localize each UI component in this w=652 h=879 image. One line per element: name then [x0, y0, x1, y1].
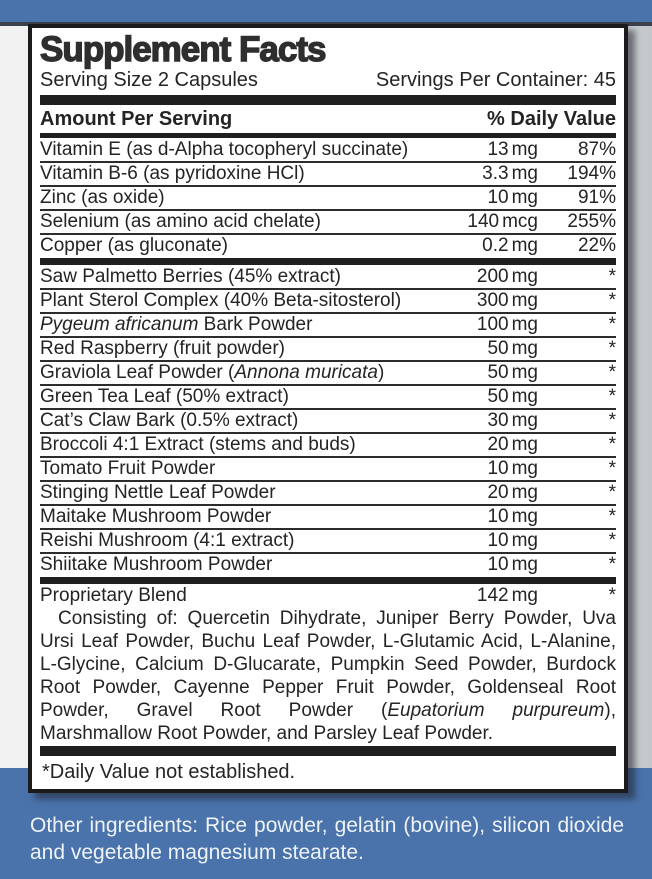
- ingredient-amount: 10 mg: [487, 187, 538, 208]
- ingredient-name: Cat’s Claw Bark (0.5% extract): [40, 410, 299, 431]
- ingredient-daily-value: *: [608, 434, 616, 455]
- ingredient-daily-value: *: [608, 362, 616, 383]
- amount-per-serving-header: Amount Per Serving: [40, 108, 233, 130]
- ingredient-row: [40, 585, 616, 607]
- divider-bar-thick: [40, 258, 616, 265]
- ingredient-amount: 10 mg: [487, 554, 538, 575]
- botanical-rows: [40, 266, 616, 576]
- ingredient-amount: 50 mg: [487, 362, 538, 383]
- ingredient-name: Reishi Mushroom (4:1 extract): [40, 530, 295, 551]
- ingredient-name: Broccoli 4:1 Extract (stems and buds): [40, 434, 356, 455]
- ingredient-row: [40, 266, 616, 290]
- other-ingredients-text: Other ingredients: Rice powder, gelatin (bovine), silicon dioxide and vegetable magnesium stearate.: [30, 814, 624, 864]
- ingredient-name: Selenium (as amino acid chelate): [40, 211, 321, 232]
- ingredient-name: Copper (as gluconate): [40, 235, 228, 256]
- ingredient-amount: 200 mg: [476, 266, 538, 287]
- ingredient-daily-value: *: [608, 458, 616, 479]
- serving-info-line: [40, 69, 616, 92]
- ingredient-daily-value: 194%: [567, 163, 616, 184]
- ingredient-daily-value: 255%: [567, 211, 616, 232]
- ingredient-row: [40, 386, 616, 410]
- ingredient-daily-value: *: [608, 314, 616, 335]
- ingredient-name: Pygeum africanum Bark Powder: [40, 314, 313, 335]
- servings-per-container-text: Servings Per Container: 45: [375, 69, 616, 91]
- ingredient-amount: 300 mg: [476, 290, 538, 311]
- ingredient-row: [40, 187, 616, 211]
- ingredient-row: [40, 410, 616, 434]
- ingredient-name: Saw Palmetto Berries (45% extract): [40, 266, 341, 287]
- ingredient-name: Stinging Nettle Leaf Powder: [40, 482, 276, 503]
- ingredient-row: [40, 506, 616, 530]
- ingredient-row: [40, 362, 616, 386]
- ingredient-daily-value: 22%: [577, 235, 616, 256]
- ingredient-name: Tomato Fruit Powder: [40, 458, 216, 479]
- divider-bar-thick: [40, 95, 616, 105]
- ingredient-name: Shiitake Mushroom Powder: [40, 554, 273, 575]
- ingredient-name: Graviola Leaf Powder (Annona muricata): [40, 362, 385, 383]
- ingredient-amount: 50 mg: [487, 386, 538, 407]
- ingredient-daily-value: 87%: [577, 139, 616, 160]
- ingredient-daily-value: 91%: [577, 187, 616, 208]
- ingredient-name: Red Raspberry (fruit powder): [40, 338, 285, 359]
- ingredient-name: Plant Sterol Complex (40% Beta-sitosterol): [40, 290, 402, 311]
- ingredient-daily-value: *: [608, 338, 616, 359]
- top-blue-band: [0, 0, 652, 26]
- column-header-row: [40, 106, 616, 132]
- ingredient-row: [40, 458, 616, 482]
- ingredient-row: [40, 434, 616, 458]
- ingredient-daily-value: *: [608, 290, 616, 311]
- ingredient-amount: 140 mcg: [467, 211, 538, 232]
- ingredient-amount: 20 mg: [487, 482, 538, 503]
- divider-bar-medium: [40, 133, 616, 138]
- ingredient-amount: 13 mg: [487, 139, 538, 160]
- ingredient-name: Green Tea Leaf (50% extract): [40, 386, 289, 407]
- proprietary-blend-description: Consisting of: Quercetin Dihydrate, Juniper Berry Powder, Uva Ursi Leaf Powder, Buchu Leaf Powder, L-Glutamic Acid, L-Alanine, L-Glycine, Calcium D-Glucarate, Pumpkin Seed Powder, Burdock Root Powder, Cayenne Pepper Fruit Powder, Goldenseal Root Powder, Gravel Root Powder (Eupatorium purpureum), Marshmallow Root Powder, and Parsley Leaf Powder.: [40, 608, 616, 744]
- ingredient-row: [40, 235, 616, 257]
- ingredient-daily-value: *: [608, 506, 616, 527]
- ingredient-row: [40, 482, 616, 506]
- ingredient-row: [40, 139, 616, 163]
- ingredient-name: Zinc (as oxide): [40, 187, 165, 208]
- ingredient-amount: 10 mg: [487, 506, 538, 527]
- ingredient-daily-value: *: [608, 585, 616, 606]
- ingredient-daily-value: *: [608, 530, 616, 551]
- daily-value-header: % Daily Value: [487, 108, 616, 130]
- ingredient-daily-value: *: [608, 266, 616, 287]
- ingredient-amount: 30 mg: [487, 410, 538, 431]
- ingredient-amount: 0.2 mg: [482, 235, 538, 256]
- ingredient-name: Proprietary Blend: [40, 585, 187, 606]
- ingredient-row: [40, 211, 616, 235]
- ingredient-row: [40, 554, 616, 576]
- ingredient-amount: 50 mg: [487, 338, 538, 359]
- vitamin-rows: [40, 139, 616, 257]
- ingredient-daily-value: *: [608, 386, 616, 407]
- ingredient-row: [40, 290, 616, 314]
- divider-bar-thick: [40, 746, 616, 756]
- daily-value-footnote: *Daily Value not established.: [42, 761, 296, 783]
- ingredient-daily-value: *: [608, 410, 616, 431]
- panel-title: Supplement Facts: [40, 30, 326, 69]
- ingredient-name: Maitake Mushroom Powder: [40, 506, 272, 527]
- ingredient-amount: 10 mg: [487, 530, 538, 551]
- divider-bar-thick: [40, 577, 616, 584]
- ingredient-row: [40, 338, 616, 362]
- ingredient-row: [40, 163, 616, 187]
- ingredient-name: Vitamin E (as d-Alpha tocopheryl succinate): [40, 139, 409, 160]
- ingredient-row: [40, 314, 616, 338]
- ingredient-amount: 142 mg: [476, 585, 538, 606]
- supplement-facts-panel: [28, 24, 628, 793]
- ingredient-amount: 3.3 mg: [482, 163, 538, 184]
- ingredient-daily-value: *: [608, 554, 616, 575]
- ingredient-daily-value: *: [608, 482, 616, 503]
- serving-size-text: Serving Size 2 Capsules: [40, 69, 258, 91]
- ingredient-amount: 20 mg: [487, 434, 538, 455]
- ingredient-amount: 10 mg: [487, 458, 538, 479]
- ingredient-amount: 100 mg: [476, 314, 538, 335]
- proprietary-blend-row: [40, 585, 616, 607]
- ingredient-name: Vitamin B-6 (as pyridoxine HCl): [40, 163, 305, 184]
- ingredient-row: [40, 530, 616, 554]
